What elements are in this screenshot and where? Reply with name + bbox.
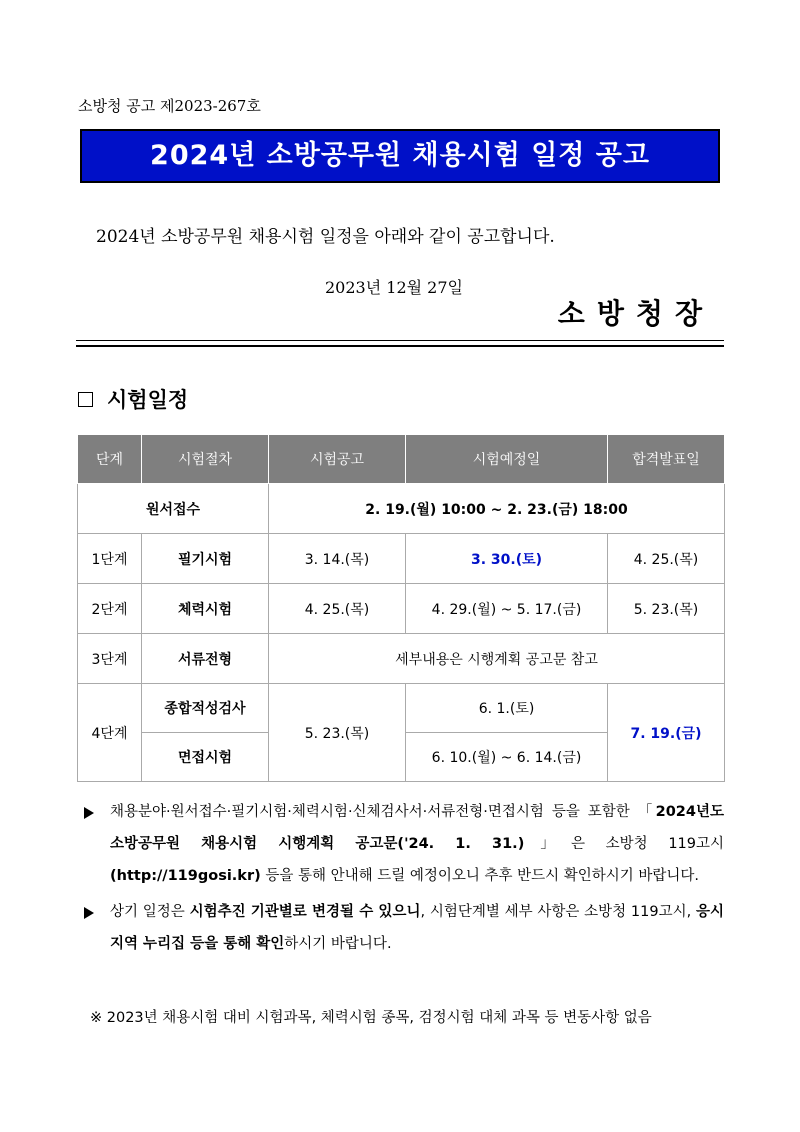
application-label: 원서접수	[78, 484, 269, 534]
header-exam-date: 시험예정일	[406, 435, 608, 484]
header-notice: 시험공고	[269, 435, 406, 484]
exam-date-cell: 3. 30.(토)	[406, 534, 608, 584]
stage-cell: 1단계	[78, 534, 142, 584]
procedure-cell: 서류전형	[142, 634, 269, 684]
signer: 소방청장	[557, 297, 714, 330]
page-title: 2024년 소방공무원 채용시험 일정 공고	[80, 129, 720, 183]
triangle-bullet-icon	[84, 807, 94, 819]
notes	[84, 796, 724, 964]
table-row	[78, 584, 725, 634]
notice-cell: 3. 14.(목)	[269, 534, 406, 584]
intro-text: 2024년 소방공무원 채용시험 일정을 아래와 같이 공고합니다.	[96, 227, 555, 247]
section-heading-label: 시험일정	[107, 388, 189, 412]
notice-cell: 4. 25.(목)	[269, 584, 406, 634]
exam-date-cell: 6. 10.(월) ~ 6. 14.(금)	[406, 733, 608, 782]
schedule-table	[77, 434, 725, 782]
result-date-cell: 7. 19.(금)	[608, 684, 725, 782]
table-row	[78, 684, 725, 733]
header-procedure: 시험절차	[142, 435, 269, 484]
divider	[76, 340, 724, 341]
note-item: 상기 일정은 시험추진 기관별로 변경될 수 있으니, 시험단계별 세부 사항은 소방청 119고시, 응시지역 누리집 등을 통해 확인하시기 바랍니다.	[84, 896, 724, 960]
procedure-cell: 필기시험	[142, 534, 269, 584]
checkbox-icon	[78, 392, 93, 407]
notice-cell: 5. 23.(목)	[269, 684, 406, 782]
application-period: 2. 19.(월) 10:00 ~ 2. 23.(금) 18:00	[269, 484, 725, 534]
section-heading	[78, 384, 188, 414]
exam-date-cell: 4. 29.(월) ~ 5. 17.(금)	[406, 584, 608, 634]
site-link: (http://119gosi.kr)	[110, 868, 261, 884]
result-date-cell: 5. 23.(목)	[608, 584, 725, 634]
doc-number: 소방청 공고 제2023-267호	[78, 97, 261, 115]
announcement-date: 2023년 12월 27일	[325, 278, 463, 297]
header-stage: 단계	[78, 435, 142, 484]
note-item: 채용분야·원서접수·필기시험·체력시험·신체검사서·서류전형·면접시험 등을 포함한 「2024년도 소방공무원 채용시험 시행계획 공고문('24. 1. 31.)」은 소방청 119고시 (http://119gosi.kr) 등을 통해 안내해 드릴 예정이오니 추후 반드시 확인하시기 바랍니다.	[84, 796, 724, 892]
stage-cell: 4단계	[78, 684, 142, 782]
procedure-cell: 체력시험	[142, 584, 269, 634]
table-header-row	[78, 435, 725, 484]
document-screening-note: 세부내용은 시행계획 공고문 참고	[269, 634, 725, 684]
stage-cell: 3단계	[78, 634, 142, 684]
procedure-cell: 종합적성검사	[142, 684, 269, 733]
footnote: ※ 2023년 채용시험 대비 시험과목, 체력시험 종목, 검정시험 대체 과목 등 변동사항 없음	[90, 1010, 652, 1026]
table-row	[78, 534, 725, 584]
procedure-cell: 면접시험	[142, 733, 269, 782]
table-row	[78, 634, 725, 684]
stage-cell: 2단계	[78, 584, 142, 634]
triangle-bullet-icon	[84, 907, 94, 919]
result-date-cell: 4. 25.(목)	[608, 534, 725, 584]
header-result-date: 합격발표일	[608, 435, 725, 484]
table-row	[78, 484, 725, 534]
divider	[76, 345, 724, 347]
exam-date-cell: 6. 1.(토)	[406, 684, 608, 733]
